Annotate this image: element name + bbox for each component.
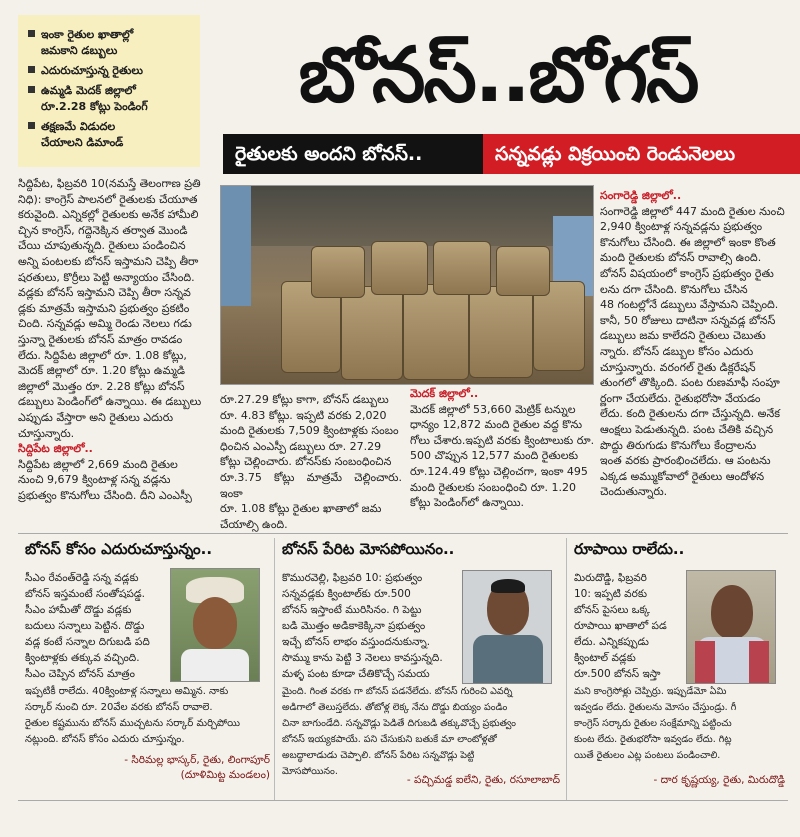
box2-line: బోనస్ ఇయ్యకపాయే. పని చేసుకుని బతుకే మా లాంటోళ్లతో bbox=[282, 734, 497, 745]
mid-line: చేయాల్సి ఉంది. bbox=[220, 517, 288, 531]
rice-sacks-photo bbox=[220, 185, 594, 385]
right-line: చూస్తున్నారు. వరంగల్ రైతు డిక్లరేషన్ bbox=[600, 360, 756, 374]
right-line: బోనస్ విషయంలో కాంగ్రెస్ ప్రభుత్వం రైతు bbox=[600, 266, 774, 280]
left-line: వడ్లకు బోనస్ ఇస్తామని చెప్పి తీరా సన్నవ bbox=[18, 286, 191, 300]
section-divider bbox=[18, 533, 788, 534]
box1-line: సీఎం చెప్పిన బోనస్ మాత్రం bbox=[25, 668, 135, 680]
box3-line: మని కాంగ్రెసోళ్లు చెప్పిర్రు. ఇప్పుడేమో ఏమి bbox=[574, 686, 727, 697]
left-line: చింది. సన్నవడ్లు అమ్మి రెండు నెలలు గడు bbox=[18, 317, 192, 331]
headline: బోనస్..బోగస్ bbox=[298, 30, 698, 119]
right-line: కానీ, 50 రోజులు దాటినా సన్నవడ్ల బోనస్ bbox=[600, 313, 776, 327]
left-line: ఎప్పుడు వేస్తారా అని రైతులు ఎదురు bbox=[18, 410, 174, 424]
box2-line: బోనస్ ఇస్తాంటే మురిసినం. గి పెట్టు bbox=[282, 604, 422, 616]
box1-line: సీఎం రేవంత్‌రెడ్డి సన్న వడ్లకు bbox=[25, 572, 139, 584]
box2-text-b bbox=[282, 684, 560, 780]
box3-credit: - దార కృష్ణయ్య, రైతు, మిరుదొడ్డి bbox=[653, 774, 785, 786]
highlight-2: ఎదురుచూస్తున్న రైతులు bbox=[28, 63, 143, 78]
box1-credit-name: - సిరిమల్ల భాస్కర్, రైతు, లింగాపూర్ bbox=[124, 754, 270, 766]
right-line: లను దగా చేసింది. కొనుగోలు చేసిన bbox=[600, 282, 748, 296]
mid-line: రూ.27.29 కోట్లు కాగా, బోనస్ డబ్బులు bbox=[220, 393, 389, 406]
box2-line: బడి మొత్తం అడికాకెక్కినా ప్రభుత్వం bbox=[282, 620, 426, 632]
box3-line: మిరుదొడ్డి, ఫిబ్రవరి bbox=[574, 572, 647, 584]
box1-line: ఇప్పటికీ రాలేదు. 40క్వింటాళ్ల సన్నాలు అమ్మిన. నాకు bbox=[25, 686, 229, 697]
medak-column bbox=[410, 386, 595, 511]
box1-heading: బోనస్ కోసం ఎదురుచూస్తున్నం.. bbox=[25, 540, 213, 558]
right-line: సంగారెడ్డి జిల్లాలో 447 మంది రైతుల నుంచి bbox=[600, 204, 785, 218]
box2-line: మళ్ళ పంట కూడా చేతికొచ్చే సమయ bbox=[282, 668, 430, 680]
subhead-siddipet: సిద్దిపేట జిల్లాలో.. bbox=[18, 442, 93, 456]
medak-line: ధాన్యం 12,872 మంది రైతుల వద్ద కొను bbox=[410, 418, 583, 432]
box2-line: చినా బాగుండేది. సన్నవొడ్లు పెడితే దిగుబడి తక్కువొచ్చే ప్రభుత్వం bbox=[282, 718, 516, 729]
right-line: మంది రైతులకు బోనస్ రావాల్సి ఉంది. bbox=[600, 251, 762, 265]
box-divider bbox=[274, 538, 275, 800]
mid-line: మంది రైతులకు 7,509 క్వింటాళ్లకు సంబం bbox=[220, 424, 399, 438]
right-line: డబ్బులు జమ కాలేదని రైతులు చెబుతు bbox=[600, 329, 766, 343]
highlight-1: ఇంకా రైతుల ఖాతాల్లో bbox=[28, 27, 133, 42]
box1-credit-place: (దూళిమిట్ట మండలం) bbox=[180, 769, 270, 781]
right-line: ర్ణంగా చేయలేదు. రైతుభరోసా వేయడం bbox=[600, 391, 761, 405]
right-line: తుంగలో తొక్కింది. పంట రుణమాఫీ సంపూ bbox=[600, 376, 780, 390]
medak-line: రూ.124.49 కోట్లు చెల్లించగా, ఇంకా 495 bbox=[410, 464, 588, 478]
left-line: ప్రభుత్వం కొనుగోలు చేసింది. దీని ఎంఎస్పీ bbox=[18, 488, 192, 502]
highlight-1b: జమకాని డబ్బులు bbox=[41, 44, 118, 57]
left-line: జిల్లాలో మొత్తం రూ. 2.28 కోట్లు బోనస్ bbox=[18, 379, 185, 393]
subhead-medak: మెదక్ జిల్లాలో.. bbox=[410, 387, 479, 400]
subheadline-bar bbox=[223, 134, 800, 174]
box1-line: రైతుల కష్టమును బోనస్ ముచ్చటను సర్కార్ మర్చిపోయి bbox=[25, 718, 240, 729]
left-line: కరువైంది. ఎన్నికల్లో రైతులకు అనేక హామీలి bbox=[18, 208, 199, 222]
middle-column bbox=[220, 392, 402, 532]
box3-line: కాంగ్రెస్ సర్కారు రైతుల సంక్షేమాన్ని పట్టించు bbox=[574, 718, 732, 729]
medak-line: మెదక్ జిల్లాలో 53,660 మెట్రిక్ టన్నుల bbox=[410, 402, 576, 416]
box2-line: సన్నవడ్లకు క్వింటాల్‌కు రూ.500 bbox=[282, 588, 411, 600]
left-column bbox=[18, 176, 213, 503]
box3-line: 10: ఇప్పటి వరకు bbox=[574, 588, 647, 600]
box2-text-a bbox=[282, 570, 458, 682]
medak-line: కోట్లు పెండింగ్‌లో ఉన్నాయి. bbox=[410, 496, 524, 510]
left-line: డ్లకు మాత్రమే ఇస్తామని ప్రభుత్వం ప్రకటిం bbox=[18, 301, 190, 315]
medak-line: మంది రైతులకు సంబంధించి రూ. 1.20 bbox=[410, 480, 576, 494]
box2-credit: - పచ్చిమడ్డ ఐలేని, రైతు, రసూలాబాద్ bbox=[406, 774, 560, 786]
box2-line: సొమ్ము కాను పెట్టి 3 నెలలు కావస్తున్నది. bbox=[282, 652, 443, 664]
box1-line: నట్లుంది. బోనస్ కోసం ఎదురు చూస్తున్నం. bbox=[25, 734, 185, 745]
mid-line: రూ. 4.83 కోట్లు. ఇప్పటి వరకు 2,020 bbox=[220, 408, 387, 422]
box3-line: యితే రైతులం ఎట్ల పంటలు పండించాలి. bbox=[574, 750, 721, 761]
highlight-3b: రూ.2.28 కోట్లు పెండింగ్ bbox=[41, 100, 148, 113]
mid-line: రూ. 1.08 కోట్లు రైతుల ఖాతాలో జమ bbox=[220, 502, 382, 516]
left-line: నుంచి 9,679 క్వింటాళ్ల సన్న వడ్లను bbox=[18, 473, 171, 487]
box3-line: లేదు. ఎన్నికప్పుడు bbox=[574, 636, 649, 648]
left-line: చేయి చూపుతున్నది. రైతులు పండించిన bbox=[18, 239, 186, 253]
left-line: మెదక్ జిల్లాలో రూ. 1.20 కోట్లు ఉమ్మడి bbox=[18, 364, 185, 378]
box3-line: బోనస్ పైసలు ఒక్క bbox=[574, 604, 650, 616]
left-line: సిద్దిపేట, ఫిబ్రవరి 10(నమస్తే తెలంగాణ ప్రతి bbox=[18, 177, 201, 190]
right-line: ఇంత వరకు ప్రారంభించలేదు. ఆ పంటను bbox=[600, 454, 771, 468]
right-line: పొద్దు తిరుగుడు కొనుగోలు కేంద్రాలను bbox=[600, 438, 757, 452]
box1-credit bbox=[110, 754, 270, 784]
box2-line: మోసపోయినం. bbox=[282, 766, 338, 777]
box1-line: సర్కార్ నుంచి రూ. 20వేల వరకు బోనస్ రావాలె. bbox=[25, 702, 213, 713]
right-line: న్నారు. బోనస్ డబ్బుల కోసం ఎదురు bbox=[600, 344, 754, 358]
right-line: కొనుగోలు చేసింది. ఈ జిల్లాలో ఇంకా కొంత bbox=[600, 235, 776, 249]
highlights-box bbox=[18, 15, 200, 167]
box3-line: ఇవ్వడం లేదు. రైతులను మోసం చేస్తుండ్రు. గీ bbox=[574, 702, 737, 713]
right-line: ఎక్కడ అమ్ముకోవాలో రైతులు ఆందోళన bbox=[600, 469, 765, 483]
mid-line: రూ.3.75 కోట్లు మాత్రమే చెల్లించారు. ఇంకా bbox=[220, 470, 402, 500]
right-line: లేదు. కంది రైతులను దగా చేస్తున్నది. అనేక bbox=[600, 407, 780, 421]
medak-line: 500 చొప్పున 12,577 మంది రైతులకు bbox=[410, 449, 579, 463]
left-line: లేదు. సిద్దిపేట జిల్లాలో రూ. 1.08 కోట్లు, bbox=[18, 348, 187, 362]
left-line: నిధి): కాంగ్రెస్ పాలనలో రైతులకు చేయూత bbox=[18, 192, 198, 206]
box2-line: కొమురవెల్లి, ఫిబ్రవరి 10: ప్రభుత్వం bbox=[282, 572, 423, 584]
mid-line: ధించిన ఎంఎస్పీ డబ్బులు రూ. 27.29 bbox=[220, 439, 382, 453]
left-line: సిద్దిపేట జిల్లాలో 2,669 మంది రైతుల bbox=[18, 457, 178, 471]
box1-line: వడ్ల కంటే సన్నాల దిగుబడి పది bbox=[25, 636, 150, 648]
box2-line: ఇచ్చే బోనస్ లాభం వస్తుందనుకున్నా. bbox=[282, 636, 431, 648]
box2-line: అడిగాలో తెలుస్తలేదు. తోటోళ్ల లెక్క నేను దొడ్డు బియ్యం పండిం bbox=[282, 702, 508, 713]
right-line: 48 గంటల్లోనే డబ్బులు వేస్తామని చెప్పింది. bbox=[600, 298, 779, 312]
left-line: అన్ని పంటలకు బోనస్ ఇస్తామని చెప్పి తీరా bbox=[18, 254, 199, 268]
box1-line: బోనస్ ఇస్తమంటే సంతోషపడ్డ. bbox=[25, 588, 145, 600]
left-line: స్తున్నా రైతులకు బోనస్ మాత్రం రావడం bbox=[18, 332, 183, 346]
right-column bbox=[600, 188, 788, 500]
box1-line: క్వింటాళ్లకు తక్కువ వచ్చింది. bbox=[25, 652, 140, 664]
box1-text-b bbox=[25, 684, 270, 748]
farmer-photo-3 bbox=[686, 570, 776, 684]
right-line: ఆంక్షలు పెడుతున్నది. పంట చేతికి వచ్చిన bbox=[600, 422, 774, 436]
box2-line: అబద్ధాలాడుడు చెప్పాలి. బోనస్ పేరిట సన్నవొడ్లు పెట్టి bbox=[282, 750, 475, 761]
mid-line: కోట్లు చెల్లించారు. బోనస్‌కు సంబంధించిన bbox=[220, 455, 392, 469]
box3-line: రూ.500 బోనస్ ఇస్తా bbox=[574, 668, 661, 680]
subheadline-red: సన్నవడ్లు విక్రయించి రెండునెలలు bbox=[483, 134, 800, 174]
left-line: చ్చిన కాంగ్రెస్, గద్దెనెక్కిన తర్వాత మొండి bbox=[18, 223, 188, 237]
box2-line: మైంది. గింత వరకు గా బోనస్ పడనేలేదు. బోనస్ గురించి ఎవర్ని bbox=[282, 686, 513, 697]
left-line: చూస్తున్నారు. bbox=[18, 426, 75, 440]
box3-line: రూపాయి ఖాతాలో పడ bbox=[574, 620, 667, 632]
farmer-photo-2 bbox=[462, 570, 552, 684]
left-line: షరతులు, కొర్రీలు పెట్టి అన్యాయం చేసింది. bbox=[18, 270, 195, 284]
highlight-3: ఉమ్మడి మెదక్ జిల్లాలో bbox=[28, 83, 136, 98]
medak-line: గోలు చేశారు.ఇప్పటి వరకు క్వింటాలుకు రూ. bbox=[410, 433, 595, 447]
highlight-4b: చేయాలని డిమాండ్ bbox=[41, 136, 124, 149]
highlight-4: తక్షణమే విడుదల bbox=[28, 119, 115, 134]
subhead-sangareddy: సంగారెడ్డి జిల్లాలో.. bbox=[600, 189, 682, 202]
right-line: చెందుతున్నారు. bbox=[600, 485, 668, 499]
box2-heading: బోనస్ పేరిట మోసపోయినం.. bbox=[282, 540, 455, 558]
farmer-photo-1 bbox=[170, 568, 260, 682]
box1-text-a bbox=[25, 570, 165, 682]
left-line: డబ్బులు పెండింగ్‌లో ఉన్నాయి. ఈ డబ్బులు bbox=[18, 395, 202, 409]
box1-line: బదులు సన్నాలు పెట్టిన. దొడ్డు bbox=[25, 620, 145, 632]
box3-text-b bbox=[574, 684, 788, 764]
box3-line: కుంట లేదు. రైతుభరోసా ఇవ్వడం లేదు. గిట్ల bbox=[574, 734, 732, 745]
box3-heading: రూపాయి రాలేదు.. bbox=[574, 540, 685, 558]
subheadline-black: రైతులకు అందని బోనస్.. bbox=[223, 134, 483, 174]
right-line: 2,940 క్వింటాళ్ల సన్నవడ్లను ప్రభుత్వం bbox=[600, 220, 763, 234]
bottom-divider bbox=[18, 800, 788, 801]
box-divider bbox=[566, 538, 567, 800]
box3-line: క్వింటాల్ వడ్లకు bbox=[574, 652, 636, 664]
box3-text-a bbox=[574, 570, 682, 682]
box1-line: సీఎం హామీతో దొడ్డు వడ్లకు bbox=[25, 604, 132, 616]
